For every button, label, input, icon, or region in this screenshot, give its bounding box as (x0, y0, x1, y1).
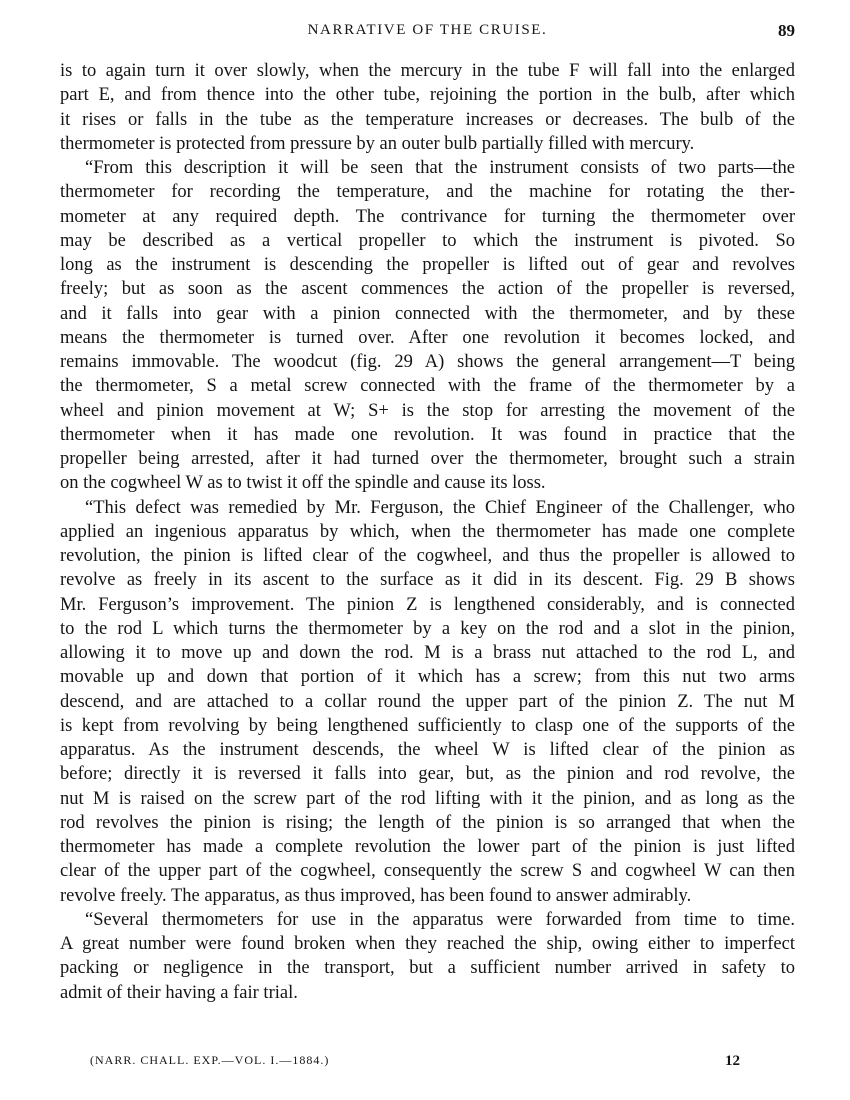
body-text (60, 59, 795, 1005)
text-line: “This defect was remedied by Mr. Ferguson, the Chief Engineer of the Challenger, who (85, 497, 795, 518)
text-line: freely; but as soon as the ascent commences the action of the propeller is reversed, (60, 279, 795, 300)
text-line: means the thermometer is turned over. After one revolution it becomes locked, and (60, 327, 795, 348)
text-line: on the cogwheel W as to twist it off the spindle and cause its loss. (60, 473, 546, 494)
signature-mark: 12 (725, 1053, 740, 1069)
text-line: “Several thermometers for use in the apparatus were forwarded from time to time. (85, 909, 795, 930)
text-line: clear of the upper part of the cogwheel, consequently the screw S and cogwheel W can then (60, 861, 795, 882)
text-line: revolve as freely in its ascent to the surface as it did in its descent. Fig. 29 B shows (60, 570, 795, 591)
text-line: movable up and down that portion of it which has a screw; from this nut two arms (60, 667, 795, 688)
text-line: “From this description it will be seen that the instrument consists of two parts—the (85, 158, 795, 178)
text-line: it rises or falls in the tube as the temperature increases or decreases. The bulb of the (60, 109, 795, 130)
text-line: the thermometer, S a metal screw connected with the frame of the thermometer by a (60, 376, 795, 397)
text-line: part E, and from thence into the other tube, rejoining the portion in the bulb, after which (60, 85, 795, 106)
footer (60, 1053, 795, 1075)
text-line: remains immovable. The woodcut (fig. 29 A) shows the general arrangement—T being (60, 352, 795, 372)
text-line: admit of their having a fair trial. (60, 982, 298, 1003)
text-line: apparatus. As the instrument descends, the wheel W is lifted clear of the pinion as (60, 740, 795, 760)
text-line: is kept from revolving by being lengthened sufficiently to clasp one of the supports of the (60, 715, 795, 736)
text-line: long as the instrument is descending the propeller is lifted out of gear and revolves (60, 255, 795, 275)
text-line: propeller being arrested, after it had turned over the thermometer, brought such a strain (60, 449, 795, 469)
text-line: Mr. Ferguson’s improvement. The pinion Z is lengthened considerably, and is connected (60, 594, 795, 615)
page-number: 89 (778, 21, 795, 40)
text-line: thermometer when it has made one revolution. It was found in practice that the (60, 424, 795, 445)
text-line: wheel and pinion movement at W; S+ is the stop for arresting the movement of the (60, 400, 795, 421)
text-line: allowing it to move up and down the rod. M is a brass nut attached to the rod L, and (60, 643, 795, 663)
text-line: revolution, the pinion is lifted clear of the cogwheel, and thus the propeller is allowed to (60, 546, 795, 566)
text-line: packing or negligence in the transport, but a sufficient number arrived in safety to (60, 958, 795, 979)
text-line: descend, and are attached to a collar round the upper part of the pinion Z. The nut M (60, 691, 795, 712)
signature-note: (NARR. CHALL. EXP.—VOL. I.—1884.) (90, 1053, 330, 1067)
text-line: thermometer has made a complete revolution the lower part of the pinion is just lifted (60, 837, 795, 857)
text-line: thermometer is protected from pressure by an outer bulb partially filled with mercury. (60, 133, 695, 154)
text-line: is to again turn it over slowly, when the mercury in the tube F will fall into the enlarged (60, 61, 795, 81)
text-line: nut M is raised on the screw part of the rod lifting with it the pinion, and as long as the (60, 788, 795, 809)
text-line: mometer at any required depth. The contrivance for turning the thermometer over (60, 206, 795, 227)
text-line: applied an ingenious apparatus by which, when the thermometer has made one complete (60, 521, 795, 542)
text-line: revolve freely. The apparatus, as thus improved, has been found to answer admirably. (60, 885, 692, 906)
text-line: before; directly it is reversed it falls into gear, but, as the pinion and rod revolve, the (60, 764, 795, 785)
text-line: may be described as a vertical propeller to which the instrument is pivoted. So (60, 230, 795, 251)
running-title: NARRATIVE OF THE CRUISE. (307, 22, 548, 38)
text-line: to the rod L which turns the thermometer by a key on the rod and a slot in the pinion, (60, 618, 795, 639)
text-line: A great number were found broken when they reached the ship, owing either to imperfect (60, 934, 795, 954)
running-head (60, 22, 795, 46)
text-line: rod revolves the pinion is rising; the length of the pinion is so arranged that when the (60, 812, 795, 833)
text-line: and it falls into gear with a pinion connected with the thermometer, and by these (60, 303, 795, 324)
text-line: thermometer for recording the temperature, and the machine for rotating the ther- (60, 182, 795, 203)
